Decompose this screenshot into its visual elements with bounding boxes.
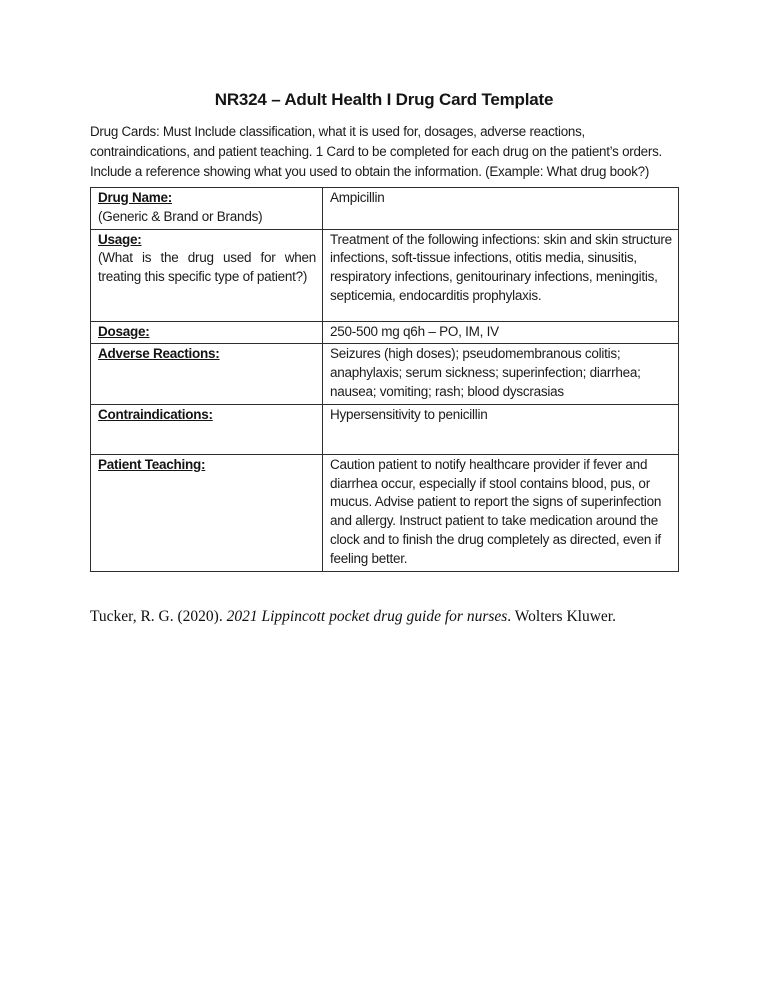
contraindications-value: Hypersensitivity to penicillin — [323, 404, 679, 454]
page-title: NR324 – Adult Health I Drug Card Template — [214, 90, 554, 109]
reference-book-title: 2021 Lippincott pocket drug guide for nurses — [226, 607, 508, 625]
dosage-label: Dosage: — [98, 323, 150, 339]
adverse-reactions-label-cell — [91, 344, 323, 404]
contraindications-label: Contraindications: — [98, 406, 213, 422]
patient-teaching-label: Patient Teaching: — [98, 456, 206, 472]
adverse-reactions-label: Adverse Reactions: — [98, 346, 220, 362]
patient-teaching-label-cell — [91, 454, 323, 571]
adverse-reactions-value: Seizures (high doses); pseudomembranous colitis; anaphylaxis; serum sickness; superinfection; diarrhea; nausea; vomiting; rash; blood dyscrasias — [323, 344, 679, 404]
usage-value: Treatment of the following infections: skin and skin structure infections, soft-tissue infections, otitis media, sinusitis, respiratory infections, genitourinary infections, meningitis, septicemia, endocarditis prophylaxis. — [323, 229, 679, 321]
usage-label-cell — [91, 229, 323, 321]
patient-teaching-value: Caution patient to notify healthcare provider if fever and diarrhea occur, especially if stool contains blood, pus, or mucus. Advise patient to report the signs of superinfection and allergy. Instruct patient to take medication around the clock and to finish the drug completely as directed, even if feeling better. — [323, 454, 679, 571]
drug-name-label: Drug Name: — [98, 190, 173, 205]
usage-label: Usage: — [98, 231, 142, 247]
table-row-usage — [91, 229, 679, 321]
contraindications-label-cell — [91, 404, 323, 454]
drug-name-sublabel: (Generic & Brand or Brands) — [98, 208, 263, 224]
dosage-label-cell — [91, 321, 323, 344]
reference-publisher: . Wolters Kluwer. — [507, 607, 616, 625]
reference-authors: Tucker, R. G. (2020). — [90, 607, 227, 625]
drug-name-value: Ampicillin — [323, 188, 679, 230]
dosage-value: 250-500 mg q6h – PO, IM, IV — [323, 321, 679, 344]
table-row-dosage — [91, 321, 679, 344]
table-row-contraindications — [91, 404, 679, 454]
usage-sublabel: (What is the drug used for when treating this specific type of patient?) — [98, 250, 316, 285]
table-row-drug-name — [91, 188, 679, 230]
table-row-patient-teaching — [91, 454, 679, 571]
drug-card-table — [90, 187, 679, 572]
table-row-adverse-reactions — [91, 344, 679, 404]
intro-paragraph: Drug Cards: Must Include classification, what it is used for, dosages, adverse reactions, contraindications, and patient teaching. 1 Card to be completed for each drug on the patient’s orders. Include a reference showing what you used to obtain the information. (Example: What drug book?) — [90, 124, 663, 179]
drug-name-label-cell — [91, 188, 323, 230]
reference-citation — [90, 607, 678, 627]
